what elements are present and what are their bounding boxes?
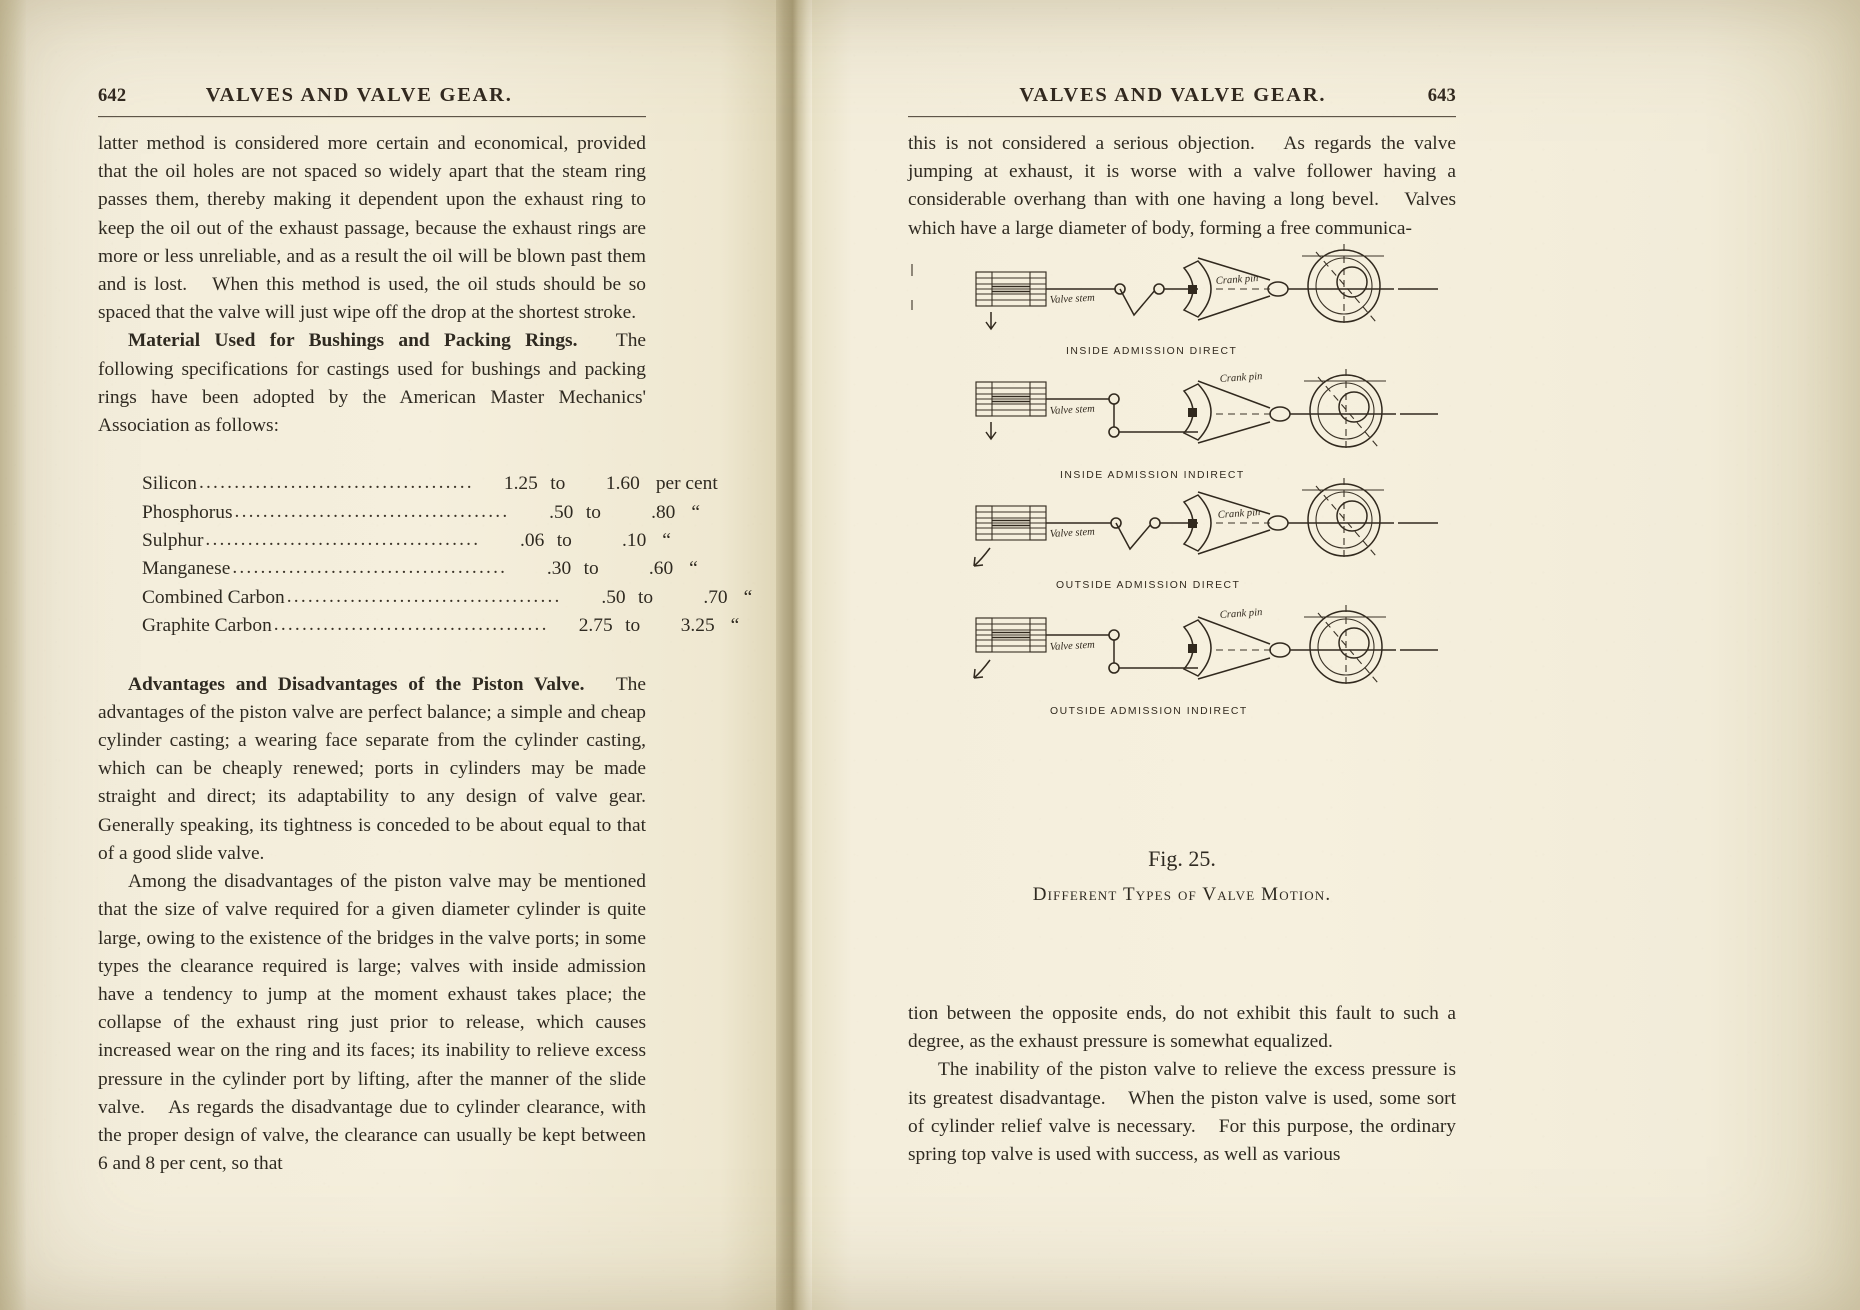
- spec-to-word: to: [556, 530, 572, 552]
- spec-high-value: .10: [622, 530, 647, 552]
- left-page-edge: [0, 0, 26, 1310]
- spec-low-value: .50: [601, 586, 626, 608]
- spec-low-value: .30: [546, 558, 572, 580]
- figure-title: Different Types of Valve Motion.: [1032, 884, 1332, 905]
- spec-high-value: .70: [703, 586, 728, 608]
- spec-unit: “: [743, 586, 753, 608]
- spec-to-word: to: [638, 586, 654, 608]
- diagram-row-inside-admission-indirect: [976, 369, 1438, 481]
- spec-row: [142, 499, 700, 527]
- left-paragraph-2: The following specifications for castings used for bushings and packing rings have been adopted by the American Master Mechanics' Association as follows:: [98, 330, 646, 437]
- specification-table: [98, 470, 753, 640]
- label-crank-pin: Crank pin: [1215, 273, 1259, 287]
- left-head-rule: [98, 116, 646, 117]
- label-crank-pin: Crank pin: [1219, 607, 1263, 621]
- spec-to-word: to: [585, 501, 601, 523]
- spec-unit: “: [691, 501, 700, 523]
- right-paragraph-1: this is not considered a serious objection. As regards the valve jumping at exhaust, it is worse with a valve follower having a considerable overhang than with one having a long bevel. Valves which have a large diameter of body, forming a free communica-: [908, 133, 1456, 239]
- spec-leader-dots: .......................................: [205, 529, 481, 551]
- diagram-label-outside-admission-direct: OUTSIDE ADMISSION DIRECT: [1056, 580, 1241, 591]
- spec-to-word: to: [625, 615, 641, 637]
- label-valve-stem: Valve stem: [1049, 526, 1096, 540]
- diagram-label-inside-admission-indirect: INSIDE ADMISSION INDIRECT: [1060, 470, 1245, 481]
- spec-low-value: .50: [549, 501, 574, 523]
- right-running-head-title: VALVES AND VALVE GEAR.: [1019, 84, 1327, 106]
- spec-unit: per cent: [655, 473, 718, 495]
- heading-advantages-disadvantages: Advantages and Disadvantages of the Piston Valve.: [128, 673, 585, 695]
- spec-low-value: 1.25: [503, 473, 538, 495]
- left-folio-number: 642: [98, 86, 127, 106]
- spec-unit: “: [662, 530, 671, 552]
- spec-leader-dots: .......................................: [234, 500, 510, 522]
- spec-element-name: Phosphorus: [142, 501, 233, 523]
- left-paragraph-4: Among the disadvantages of the piston valve may be mentioned that the size of valve required for a given diameter cylinder is quite large, owing to the existence of the bridges in the valve ports; in some types the clearance required is large; valves with inside admission have a tendency to jump at the moment exhaust takes place; the collapse of the exhaust ring just prior to release, which causes increased wear on the ring and its faces; its inability to relieve excess pressure in the cylinder port by lifting, after the manner of the slide valve. As regards the disadvantage due to cylinder clearance, with the proper design of valve, the clearance can usually be kept between 6 and 8 per cent, so that: [98, 871, 646, 1175]
- label-valve-stem: Valve stem: [1049, 639, 1096, 653]
- diagram-row-inside-admission-direct: [976, 244, 1438, 357]
- spec-element-name: Manganese: [142, 558, 231, 580]
- spec-to-word: to: [550, 473, 566, 495]
- right-paragraph-2: tion between the opposite ends, do not exhibit this fault to such a degree, as the exhaust pressure is somewhat equalized.: [908, 1003, 1456, 1053]
- diagram-label-outside-admission-indirect: OUTSIDE ADMISSION INDIRECT: [1050, 706, 1248, 717]
- spec-row: [142, 527, 671, 555]
- figure-25-diagram: [898, 236, 1468, 836]
- diagram-label-inside-admission-direct: INSIDE ADMISSION DIRECT: [1066, 346, 1238, 357]
- diagram-row-outside-admission-direct: [974, 478, 1438, 591]
- spec-row: [142, 555, 698, 583]
- spec-row: [142, 584, 753, 612]
- right-head-rule: [908, 116, 1456, 117]
- left-paragraph-1: latter method is considered more certain and economical, provided that the oil holes are not spaced so widely apart that the steam ring passes them, thereby making it dependent upon the exhaust ring to keep the oil out of the exhaust passage, because the exhaust rings are more or less unreliable, and as a result the oil will be blown past them and is lost. When this method is used, the oil studs should be so spaced that the valve will just wipe off the drop at the shortest stroke.: [98, 133, 646, 324]
- right-paragraph-3: The inability of the piston valve to relieve the excess pressure is its greatest disadvantage. When the piston valve is used, some sort of cylinder relief valve is necessary. For this purpose, the ordinary spring top valve is used with success, as well as various: [908, 1059, 1456, 1166]
- heading-material-used: Material Used for Bushings and Packing Rings.: [128, 330, 578, 352]
- spec-leader-dots: .......................................: [198, 472, 474, 494]
- spec-element-name: Sulphur: [142, 530, 204, 552]
- spec-row: [142, 470, 718, 498]
- spec-element-name: Silicon: [142, 473, 197, 495]
- left-paragraph-3: The advantages of the piston valve are perfect balance; a simple and cheap cylinder casting; a wearing face separate from the cylinder casting, which can be cheaply renewed; ports in cylinders may be made straight and direct; its adaptability to any design of valve gear. Generally speaking, its tightness is conceded to be about equal to that of a good slide valve.: [98, 673, 666, 864]
- spec-leader-dots: .......................................: [273, 614, 549, 636]
- label-crank-pin: Crank pin: [1219, 371, 1263, 385]
- spec-high-value: .60: [648, 558, 674, 580]
- right-page-column: [908, 84, 1456, 243]
- left-running-head-title: VALVES AND VALVE GEAR.: [205, 84, 513, 106]
- spec-unit: “: [730, 615, 740, 637]
- left-advantages-block: [98, 671, 666, 868]
- spec-high-value: 3.25: [680, 615, 715, 637]
- spec-element-name: Graphite Carbon: [142, 615, 272, 637]
- spec-row: [142, 612, 740, 640]
- right-folio-number: 643: [1427, 86, 1456, 106]
- right-running-head: [908, 84, 1456, 110]
- book-gutter: [776, 0, 812, 1310]
- spec-high-value: 1.60: [605, 473, 640, 495]
- spec-low-value: 2.75: [578, 615, 613, 637]
- right-page-lower-column: [908, 1000, 1456, 1169]
- spec-to-word: to: [583, 558, 599, 580]
- figure-caption: [908, 846, 1456, 906]
- left-material-block: [98, 327, 646, 440]
- spec-low-value: .06: [520, 530, 545, 552]
- spec-element-name: Combined Carbon: [142, 586, 285, 608]
- left-running-head: [98, 84, 646, 110]
- diagram-row-outside-admission-indirect: [974, 605, 1438, 717]
- spec-high-value: .80: [651, 501, 676, 523]
- label-valve-stem: Valve stem: [1049, 403, 1096, 417]
- figure-number: Fig. 25.: [1148, 846, 1216, 871]
- left-page-column: [98, 84, 753, 1178]
- spec-unit: “: [689, 558, 698, 580]
- label-crank-pin: Crank pin: [1217, 507, 1261, 521]
- spec-leader-dots: .......................................: [232, 557, 508, 579]
- label-valve-stem: Valve stem: [1049, 292, 1096, 306]
- spec-leader-dots: .......................................: [286, 585, 562, 607]
